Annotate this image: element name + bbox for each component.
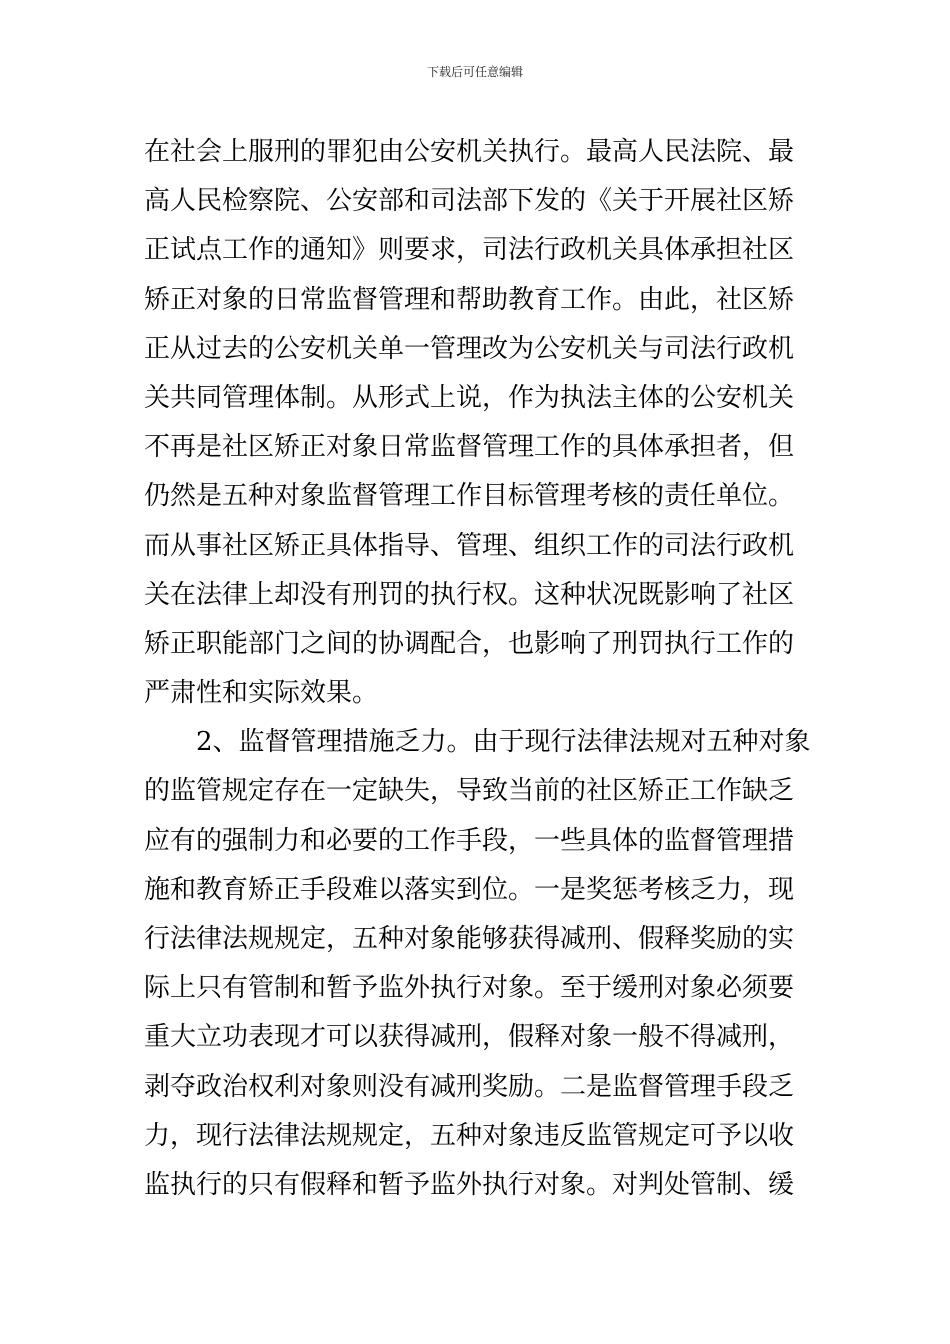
text-line: 不再是社区矫正对象日常监督管理工作的具体承担者，但	[144, 432, 795, 463]
page-header: 下载后可任意编辑	[426, 65, 523, 79]
text-line: 正试点工作的通知》则要求，司法行政机关具体承担社区	[144, 235, 795, 266]
text-line: 矫正对象的日常监督管理和帮助教育工作。由此，社区矫	[144, 284, 795, 315]
text-line: 剥夺政治权利对象则没有减刑奖励。二是监督管理手段乏	[144, 1071, 795, 1102]
document-body	[144, 128, 816, 1210]
text-line: 在社会上服刑的罪犯由公安机关执行。最高人民法院、最	[144, 137, 795, 167]
text-line: 仍然是五种对象监督管理工作目标管理考核的责任单位。	[144, 481, 795, 512]
text-line: 正从过去的公安机关单一管理改为公安机关与司法行政机	[144, 333, 795, 364]
text-line: 矫正职能部门之间的协调配合，也影响了刑罚执行工作的	[144, 628, 795, 659]
text-line: 2、监督管理措施乏力。由于现行法律法规对五种对象	[144, 727, 811, 758]
text-line: 重大立功表现才可以获得减刑，假释对象一般不得减刑，	[144, 1022, 795, 1053]
text-line: 严肃性和实际效果。	[144, 678, 379, 709]
text-line: 而从事社区矫正具体指导、管理、组织工作的司法行政机	[144, 530, 795, 561]
text-line: 关共同管理体制。从形式上说，作为执法主体的公安机关	[144, 382, 795, 413]
text-line: 高人民检察院、公安部和司法部下发的《关于开展社区矫	[144, 186, 795, 217]
text-line: 监执行的只有假释和暂予监外执行对象。对判处管制、缓	[144, 1169, 795, 1200]
text-line: 的监管规定存在一定缺失，导致当前的社区矫正工作缺乏	[144, 776, 795, 807]
text-line: 力，现行法律法规规定，五种对象违反监管规定可予以收	[144, 1120, 795, 1151]
text-line: 际上只有管制和暂予监外执行对象。至于缓刑对象必须要	[144, 973, 795, 1004]
text-line: 关在法律上却没有刑罚的执行权。这种状况既影响了社区	[144, 579, 795, 610]
text-line: 行法律法规规定，五种对象能够获得减刑、假释奖励的实	[144, 924, 795, 954]
text-line: 应有的强制力和必要的工作手段，一些具体的监督管理措	[144, 825, 795, 856]
text-line: 施和教育矫正手段难以落实到位。一是奖惩考核乏力，现	[144, 874, 795, 905]
